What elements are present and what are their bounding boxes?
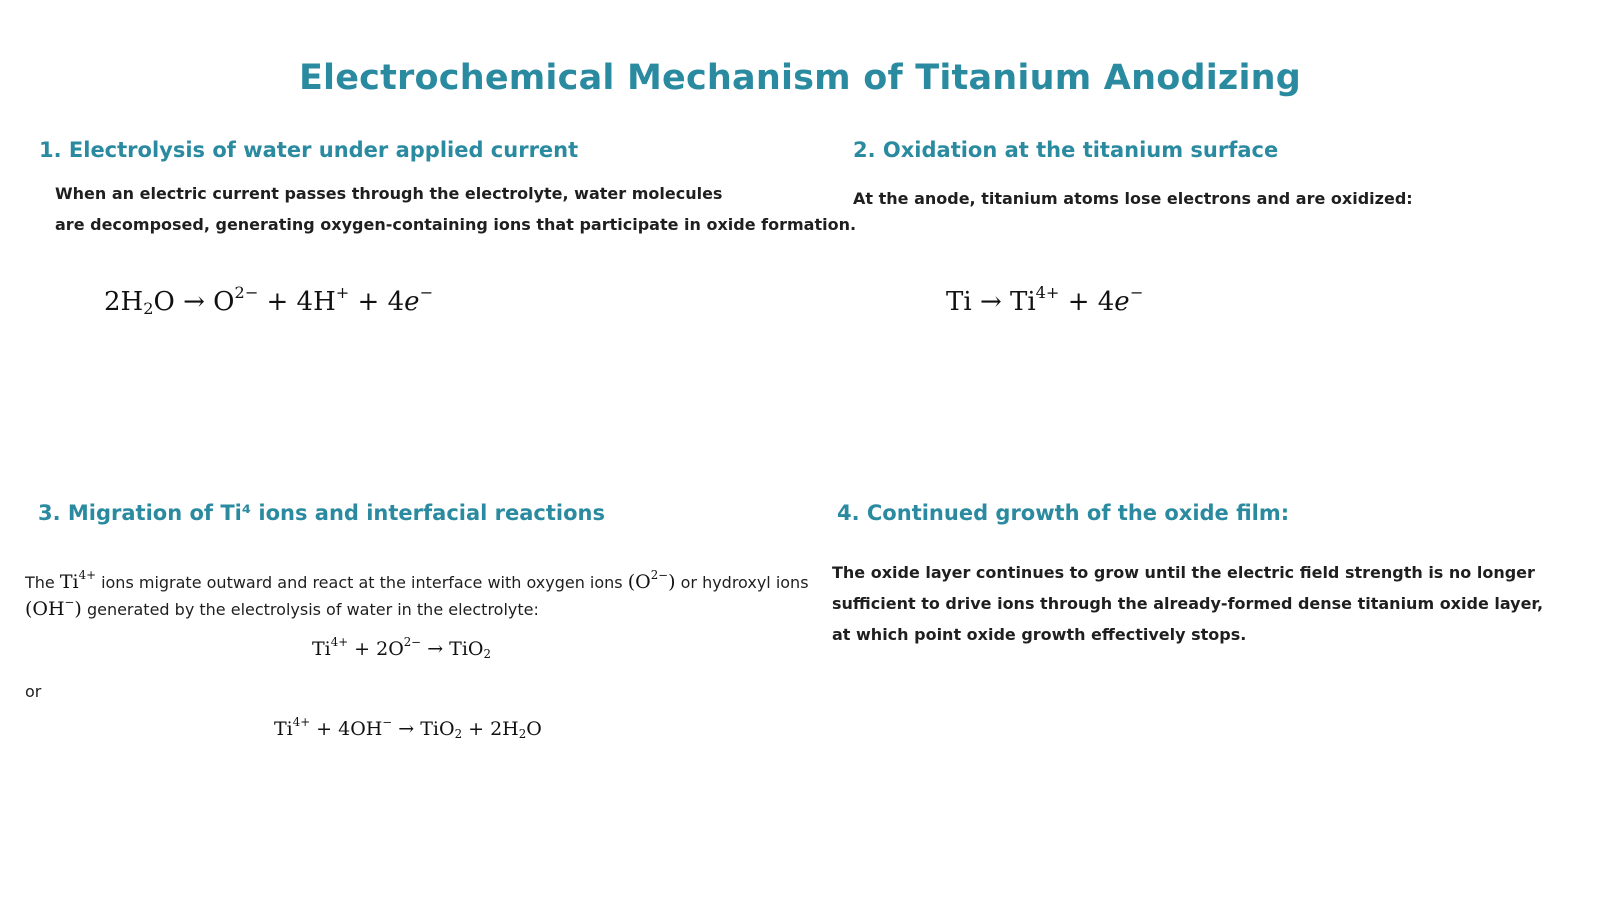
- section-1-heading: 1. Electrolysis of water under applied current: [39, 138, 579, 162]
- section-4-body: [832, 557, 1543, 650]
- section-2-heading: 2. Oxidation at the titanium surface: [853, 138, 1279, 162]
- or-connector: or: [25, 682, 42, 701]
- section-1-body-line-2: are decomposed, generating oxygen-containing ions that participate in oxide formation.: [55, 215, 857, 234]
- page-title: Electrochemical Mechanism of Titanium Anodizing: [298, 58, 1302, 98]
- section-4-body-line-3: at which point oxide growth effectively stops.: [832, 625, 1247, 644]
- section-4-body-line-1: The oxide layer continues to grow until the electric field strength is no longer: [832, 563, 1535, 582]
- water-electrolysis-equation: $2H_2O \to O^{2-} + 4H^+ + 4e^-$: [104, 282, 434, 319]
- section-3-body: [25, 569, 809, 623]
- section-1-body-line-1: When an electric current passes through the electrolyte, water molecules: [55, 184, 723, 203]
- section-1-body: [55, 178, 856, 240]
- section-3-body-line-1: The $Ti^{4+}$ ions migrate outward and react at the interface with oxygen ions $(O^{2-})$ or hydroxyl ions: [25, 568, 809, 593]
- titanium-oxidation-equation: $Ti \to Ti^{4+} + 4e^-$: [946, 282, 1144, 317]
- section-4-heading: 4. Continued growth of the oxide film:: [837, 501, 1290, 525]
- oxide-ion-equation: $Ti^{4+} + 2O^{2-} \to TiO_2$: [312, 635, 491, 661]
- section-4-body-line-2: sufficient to drive ions through the already-formed dense titanium oxide layer,: [832, 594, 1544, 613]
- section-2-body-line-1: At the anode, titanium atoms lose electrons and are oxidized:: [853, 189, 1413, 208]
- section-3-body-line-2: (OH−) generated by the electrolysis of water in the electrolyte:: [25, 595, 539, 620]
- section-3-heading: 3. Migration of Ti⁴ ions and interfacial reactions: [38, 501, 605, 525]
- hydroxyl-equation: $Ti^{4+} + 4OH^- \to TiO_2 + 2H_2O$: [274, 715, 542, 741]
- section-2-body: [853, 183, 1413, 214]
